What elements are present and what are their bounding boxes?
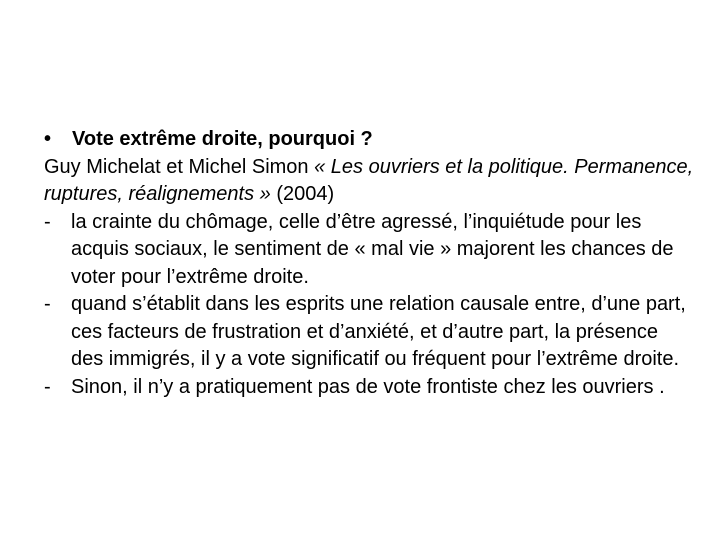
dash-marker: -: [44, 375, 51, 398]
citation-title: « Les ouvriers et la politique. Permanence, ruptures, réalignements »: [44, 155, 694, 205]
list-item: [44, 209, 694, 292]
point-text: la crainte du chômage, celle d’être agressé, l’inquiétude pour les acquis sociaux, le sentiment de « mal vie » majorent les chances de voter pour l’extrême droite.: [71, 210, 674, 288]
slide-heading: [44, 126, 694, 154]
slide-body: [44, 126, 694, 401]
point-text: quand s’établit dans les esprits une relation causale entre, d’une part, ces facteurs de frustration et d’anxiété, et d’autre part, la présence des immigrés, il y a vote significatif ou fréquent pour l’extrême droite.: [71, 293, 686, 370]
list-item: [44, 374, 694, 402]
bullet-icon: •: [44, 128, 52, 150]
citation-year: (2004): [270, 183, 335, 205]
point-text: Sinon, il n’y a pratiquement pas de vote frontiste chez les ouvriers .: [71, 375, 665, 398]
citation: [44, 154, 694, 209]
dash-marker: -: [44, 293, 51, 315]
list-item: [44, 291, 694, 374]
heading-text: Vote extrême droite, pourquoi ?: [72, 128, 373, 150]
citation-authors: Guy Michelat et Michel Simon: [44, 155, 315, 178]
dash-marker: -: [44, 210, 51, 233]
point-list: [44, 209, 694, 402]
